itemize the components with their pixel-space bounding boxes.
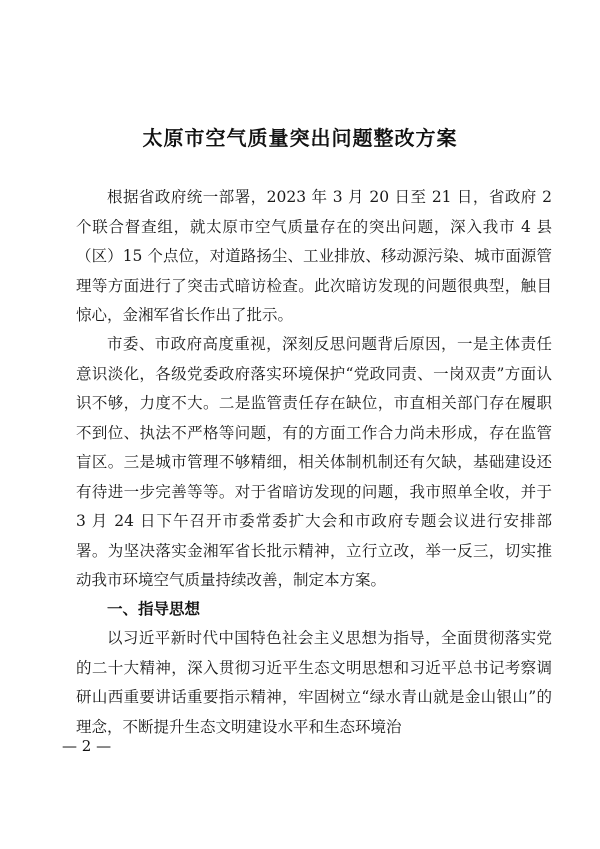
section-paragraph: 以习近平新时代中国特色社会主义思想为指导，全面贯彻落实党的二十大精神，深入贯彻习近平生态文明思想和习近平总书记考察调研山西重要讲话重要指示精神，牢固树立“绿水青山就是金山银山”的理念，不断提升生态文明建设水平和生态环境治: [76, 629, 552, 736]
document-title: 太原市空气质量突出问题整改方案: [142, 126, 458, 150]
page-number: — 2 —: [62, 737, 112, 755]
intro-paragraph: 根据省政府统一部署，2023 年 3 月 20 日至 21 日，省政府 2 个联合督查组，就太原市空气质量存在的突出问题，深入我市 4 县（区）15 个点位，对道路扬尘、工业排放、移动源污染、城市面源管理等方面进行了突击式暗访检查。此次暗访发现的问题很典型，触目惊心，金湘军省长作出了批示。: [76, 188, 552, 324]
section-heading: 一、指导思想: [107, 600, 201, 618]
analysis-paragraph: 市委、市政府高度重视，深刻反思问题背后原因，一是主体责任意识淡化，各级党委政府落实环境保护“党政同责、一岗双责”方面认识不够，力度不大。二是监管责任存在缺位，市直相关部门存在履职不到位、执法不严格等问题，有的方面工作合力尚未形成，存在监管盲区。三是城市管理不够精细，相关体制机制还有欠缺，基础建设还有待进一步完善等等。对于省暗访发现的问题，我市照单全收，并于 3 月 24 日下午召开市委常委扩大会和市政府专题会议进行安排部署。为坚决落实金湘军省长批示精神，立行立改，举一反三，切实推动我市环境空气质量持续改善，制定本方案。: [76, 335, 552, 589]
